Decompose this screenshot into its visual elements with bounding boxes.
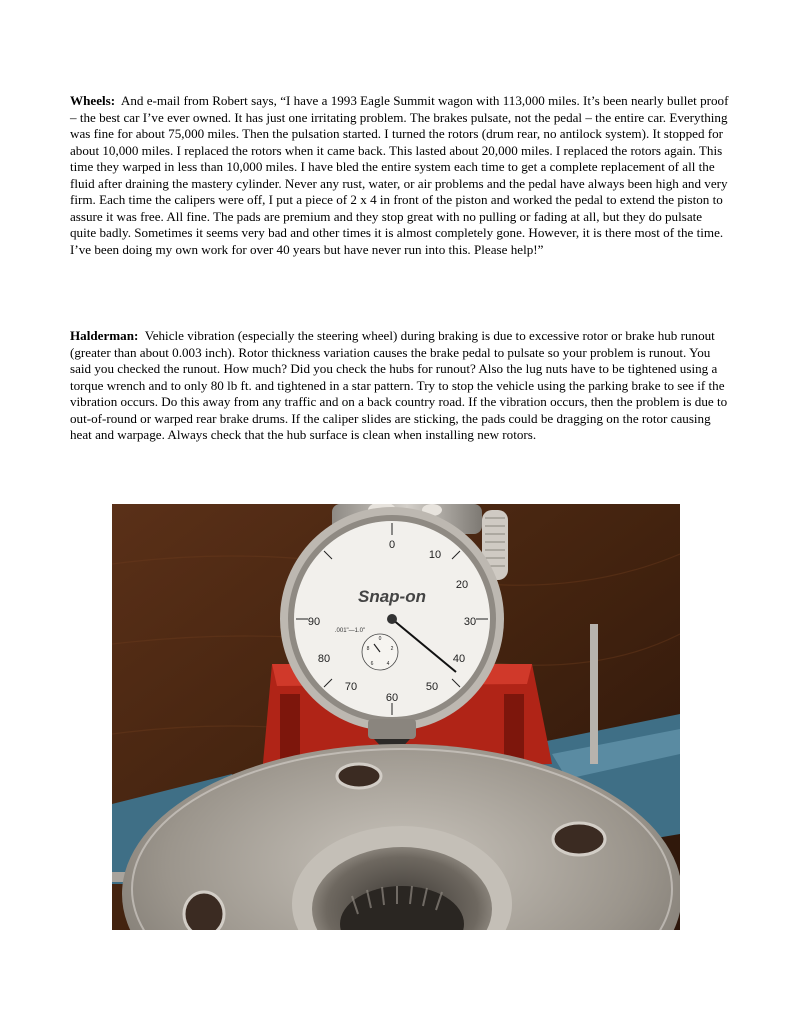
lug-hole [184,892,224,930]
subdial-number: 6 [370,661,374,667]
lug-hole [553,823,605,855]
dial-number: 40 [452,653,466,665]
subdial-number: 8 [366,646,370,652]
photo-illustration [112,504,680,930]
dial-number: 70 [344,681,358,693]
dial-number: 0 [388,539,396,551]
dial-number: 90 [307,616,321,628]
dial-number: 10 [428,549,442,561]
paragraph-halderman [70,328,730,444]
paragraph-label: Halderman: [70,328,139,343]
lug-hole [337,764,381,788]
paragraph-label: Wheels: [70,93,116,108]
paragraph-body: And e-mail from Robert says, “I have a 1993 Eagle Summit wagon with 113,000 miles. It’s been nearly bullet proof – the best car I’ve ever owned. It has just one irritating problem. The brakes pulsate, not the pedal – the entire car. Everything was fine for about 75,000 miles. Then the pulsation started. I turned the rotors (drum rear, no antilock system). It stopped for about 10,000 miles. I replaced the rotors when it came back. This lasted about 20,000 miles. I replaced the rotors again. This time they warped in less than 10,000 miles. I have bled the entire system each time to get a complete replacement of all the fluid after draining the mastery cylinder. Never any rust, water, or air problems and the pedal have always been high and very firm. Each time the calipers were off, I put a piece of 2 x 4 in front of the piston and worked the pedal to extend the piston to assure it was free. All fine. The pads are premium and they stop great with no pulling or fading at all, but they do pulsate quite badly. Sometimes it seems very bad and other times it is almost completely gone. However, it is there most of the time. I’ve been doing my own work for over 40 years but have never run into this. Please help!” [70,93,729,257]
dial-number: 50 [425,681,439,693]
paragraph-wheels [70,93,730,258]
dial-number: 80 [317,653,331,665]
dial-brand-logo: Snap-on [358,587,426,606]
subdial-number: 0 [378,636,382,642]
paragraph-body: Vehicle vibration (especially the steering wheel) during braking is due to excessive rotor or brake hub runout (greater than about 0.003 inch). Rotor thickness variation causes the brake pedal to pulsate so your problem is runout. You said you checked the runout. How much? Did you check the hubs for runout? Also the lug nuts have to be tightened using a torque wrench and to only 80 lb ft. and tightened in a star pattern. Try to stop the vehicle using the parking brake to see if the vibration occurs. Do this away from any traffic and on a back country road. If the vibration occurs, then the problem is due to out-of-round or warped rear brake drums. If the caliper slides are sticking, the pads could be dragging on the rotor causing heat and warpage. Always check that the hub surface is clean when installing new rotors. [70,328,728,443]
dial-number: 30 [463,616,477,628]
dial-number: 20 [455,579,469,591]
subdial-number: 4 [386,661,390,667]
dial-number: 60 [385,692,399,704]
dial-unit-label: .001"—1.0" [334,628,366,634]
subdial-number: 2 [390,646,394,652]
dial-indicator-photo [112,504,680,930]
